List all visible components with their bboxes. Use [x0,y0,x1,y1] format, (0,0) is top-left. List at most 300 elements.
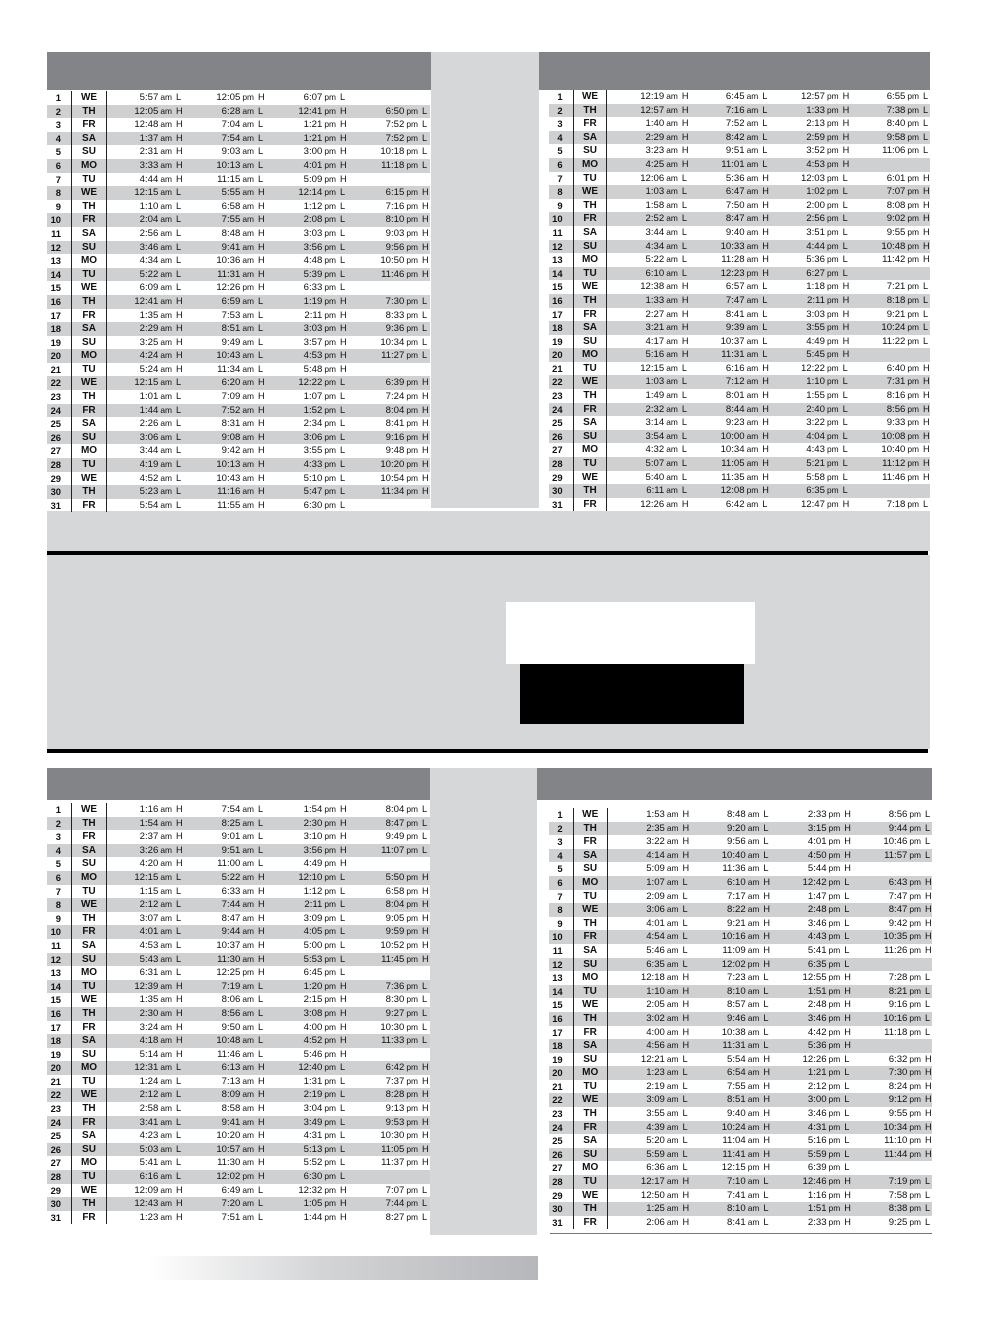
tide-entry [107,485,183,499]
tide-entry [107,376,183,390]
tide-time: 3:46 [807,917,827,929]
tide-type: H [762,362,769,373]
tide-time: 5:22 [221,871,241,883]
tide-entry [770,1175,851,1189]
tide-type: L [422,132,428,143]
am-pm: pm [907,294,920,305]
tide-type: L [258,844,264,855]
am-pm: pm [324,119,336,130]
am-pm: pm [324,323,336,334]
am-pm: pm [907,281,920,292]
am-pm: am [746,471,759,482]
tide-time: 3:06 [139,431,159,443]
weekday: TH [573,822,608,836]
am-pm: am [242,363,254,374]
tide-time: 4:14 [646,849,665,861]
am-pm: am [747,931,760,942]
tide-time: 12:22 [298,377,323,389]
day-number: 28 [50,459,61,471]
tide-time: 5:09 [303,173,323,185]
tide-type: L [763,1203,769,1214]
day-number: 27 [552,1162,563,1174]
tide-type: H [258,1062,265,1073]
am-pm: am [160,336,172,347]
tide-entry [851,1012,932,1026]
tide-entry [690,808,771,822]
tide-type: H [681,104,689,115]
tide-entry [608,998,690,1012]
tide-entry [107,458,183,472]
table-row [549,443,930,457]
tide-time: 7:55 [727,1080,746,1092]
tide-type: H [763,890,770,901]
tide-time: 9:13 [385,1103,405,1115]
tide-type: H [422,486,429,497]
tide-type: H [258,459,265,470]
tide-entry [607,226,688,240]
tide-type: H [422,1075,429,1086]
day-number: 16 [50,295,61,307]
day-number: 17 [552,308,563,320]
am-pm: pm [747,958,760,969]
day-number: 20 [50,1062,61,1074]
tide-type: H [176,1021,183,1032]
table-row [47,1048,430,1062]
tide-time: 3:03 [303,227,323,239]
am-pm: pm [242,1171,254,1182]
weekday: TH [573,104,608,118]
tide-time: 4:34 [139,255,159,267]
am-pm: am [160,1211,172,1222]
tide-type: L [681,485,687,496]
tide-entry [265,322,347,336]
tide-time: 5:44 [807,863,827,875]
tide-time: 2:33 [807,809,827,820]
tide-time: 8:41 [725,308,745,320]
weekday: WE [71,472,107,486]
table-row [549,1121,932,1135]
tide-time: 4:50 [807,849,827,861]
table-row [47,268,430,282]
tide-time: 9:56 [385,241,405,253]
tide-entry [607,498,688,512]
tide-time: 5:07 [645,458,665,470]
tide-time: 12:57 [800,91,825,102]
tide-type: L [842,267,848,278]
tide-entry [183,404,265,418]
tide-type: L [762,294,768,305]
weekday: FR [573,1026,608,1040]
tide-time: 2:59 [806,131,825,143]
table-row [47,254,430,268]
tide-time: 5:58 [806,471,825,483]
tide-time: 9:40 [725,226,745,238]
tide-time: 6:39 [385,377,405,389]
tide-time: 11:31 [721,349,745,361]
tide-time: 1:15 [139,885,159,897]
tide-time: 5:22 [139,268,159,280]
table-row [47,173,430,187]
tide-type: L [340,1116,346,1127]
day-number: 4 [557,849,563,861]
tide-time: 12:15 [134,187,159,199]
tide-entry [607,131,688,145]
tide-type: H [422,227,429,238]
am-pm: am [242,336,254,347]
tide-time: 1:33 [645,294,665,306]
tide-time: 10:43 [216,472,241,484]
tide-entry [183,898,265,912]
am-pm: am [242,804,254,814]
am-pm: pm [828,1121,841,1132]
tide-time: 6:54 [727,1067,746,1079]
day-number: 9 [557,199,563,211]
weekday: FR [71,404,107,418]
tide-type: H [258,486,265,497]
tide-entry [850,226,930,240]
tide-time: 12:47 [800,498,825,510]
am-pm: am [746,131,759,142]
day-number: 13 [552,972,563,984]
tide-entry [690,876,771,890]
am-pm: am [666,1203,679,1214]
tide-type: H [762,199,769,210]
tide-type: H [762,213,769,224]
tide-type: H [422,472,429,483]
tide-time: 11:31 [217,268,241,280]
table-row [549,985,932,999]
tide-time: 9:16 [888,999,908,1011]
am-pm: pm [909,1108,922,1119]
tide-type: L [176,1157,182,1168]
am-pm: am [746,240,759,251]
tide-time: 1:47 [807,890,827,902]
am-pm: am [160,377,172,388]
tide-time: 6:35 [806,485,825,497]
am-pm: am [666,186,678,197]
tide-time: 7:54 [221,804,241,815]
tide-time: 7:47 [888,890,908,902]
am-pm: pm [324,295,336,306]
weekday: FR [71,309,107,323]
tide-entry [608,1093,690,1107]
am-pm: am [666,1067,679,1078]
tide-time: 9:03 [221,146,241,158]
tide-type: L [422,804,428,814]
am-pm: pm [907,172,920,183]
am-pm: am [242,241,254,252]
table-row [549,1012,932,1026]
weekday: SU [71,1048,107,1062]
tide-time: 2:31 [139,146,159,158]
am-pm: pm [826,158,839,169]
tide-entry [107,254,183,268]
tide-type: L [681,376,687,387]
am-pm: pm [826,199,839,210]
tide-entry [107,145,183,159]
tide-entry [851,917,932,931]
tide-type: H [340,1048,347,1059]
tide-time: 1:03 [645,376,665,388]
tide-entry [265,871,347,885]
tide-entry [850,144,930,158]
table-row [549,1148,932,1162]
tide-entry [183,118,265,132]
am-pm: am [747,809,760,819]
tide-type: H [682,972,690,983]
tide-type: L [682,904,688,915]
tide-time: 9:25 [888,1216,908,1228]
tide-entry [690,890,771,904]
table-row [549,416,930,430]
tide-type: H [340,1184,347,1195]
am-pm: am [242,1116,254,1127]
tide-entry [183,444,265,458]
tide-entry [770,1202,851,1216]
table-row [549,1066,932,1080]
am-pm: pm [324,404,336,415]
tide-type: L [923,118,929,129]
middle-band [47,511,930,551]
tide-entry [690,1039,771,1053]
tide-type: L [176,1130,182,1141]
tide-type: L [422,980,428,991]
am-pm: pm [406,1007,418,1018]
tide-time: 11:15 [217,173,241,185]
tide-entry [607,144,688,158]
weekday: FR [71,118,107,132]
am-pm: pm [828,849,841,860]
tide-type: H [682,1189,690,1200]
am-pm: am [160,132,172,143]
tide-time: 7:24 [385,391,405,403]
tide-entry [265,227,347,241]
tide-type: L [762,158,768,169]
tide-time: 3:57 [303,336,323,348]
am-pm: pm [324,1075,336,1086]
tide-entry [769,362,849,376]
am-pm: pm [909,1094,922,1105]
tide-type: H [681,118,689,129]
am-pm: pm [406,309,418,320]
tide-time: 1:02 [806,186,825,198]
am-pm: pm [909,972,922,983]
am-pm: am [746,104,759,115]
tide-type: L [682,917,688,928]
tide-type: H [258,1171,265,1182]
tide-type: H [176,980,183,991]
tide-entry [183,1088,265,1102]
am-pm: am [747,890,760,901]
tide-entry [770,1216,851,1230]
tide-time: 5:46 [646,944,665,956]
weekday: SA [71,844,107,858]
tide-entry [850,199,930,213]
am-pm: pm [826,172,839,183]
tide-entry [769,267,849,281]
tide-time: 11:31 [722,1040,746,1052]
tide-time: 6:45 [725,91,745,102]
tide-type: L [681,172,687,183]
am-pm: am [666,335,678,346]
table-row [47,444,430,458]
tide-time: 12:05 [134,105,159,117]
tide-type: H [925,944,932,955]
day-number: 23 [50,391,61,403]
tide-entry [265,458,347,472]
tide-time: 12:19 [640,91,665,102]
tide-entry [107,857,183,871]
tide-entry [107,844,183,858]
am-pm: pm [909,876,922,887]
am-pm: pm [324,255,336,266]
weekday: FR [573,308,608,322]
tide-entry [107,885,183,899]
tide-entry [769,131,849,145]
tide-entry [183,939,265,953]
tide-type: H [340,1035,347,1046]
am-pm: pm [324,1089,336,1100]
weekday: TH [573,294,608,308]
tide-type: L [925,1189,931,1200]
tide-entry [347,844,429,858]
am-pm: am [242,323,254,334]
tide-entry [850,240,930,254]
tide-type: H [923,254,930,265]
am-pm: am [160,350,172,361]
tide-type: H [842,281,850,292]
legend-black-box [520,664,744,724]
table-row [47,803,430,817]
am-pm: pm [406,214,418,225]
am-pm: am [666,972,679,983]
tide-time: 9:42 [888,917,908,929]
tide-time: 3:03 [303,323,323,335]
tide-type: H [422,1157,429,1168]
tide-type: H [925,1135,932,1146]
tide-entry [608,930,690,944]
am-pm: pm [907,444,920,455]
tide-time: 2:11 [304,309,323,321]
am-pm: pm [324,214,336,225]
tide-time: 1:54 [139,817,159,829]
am-pm: pm [406,1021,418,1032]
tide-type: H [762,376,769,387]
am-pm: am [747,1121,760,1132]
legend-white-box [506,602,755,664]
day-number: 8 [557,904,563,916]
tide-entry [107,1061,183,1075]
am-pm: am [242,858,254,869]
tide-entry [107,159,183,173]
tide-entry [347,118,429,132]
am-pm: am [160,404,172,415]
tide-time: 5:22 [645,254,665,266]
tide-type: L [763,1026,769,1037]
am-pm: am [160,323,172,334]
tide-entry [608,1107,690,1121]
am-pm: pm [826,444,839,455]
tide-entry [183,993,265,1007]
tide-time: 12:10 [298,871,323,883]
tide-entry [107,336,183,350]
am-pm: pm [324,92,336,102]
tide-entry [689,158,769,172]
tide-type: L [176,418,182,429]
tide-time: 1:05 [303,1198,323,1210]
tide-entry [851,1080,932,1094]
tide-time: 8:10 [727,1203,746,1215]
tide-type: L [258,363,264,374]
top-left-header-bar [47,52,431,90]
am-pm: pm [907,498,920,509]
tide-entry [769,471,849,485]
table-row [549,240,930,254]
tide-type: L [176,1075,182,1086]
tide-time: 7:47 [725,294,745,306]
am-pm: pm [324,431,336,442]
am-pm: am [746,226,759,237]
am-pm: am [160,939,172,950]
tide-type: L [258,980,264,991]
day-number: 4 [55,844,61,856]
am-pm: pm [324,363,336,374]
tide-time: 5:16 [807,1135,827,1147]
am-pm: am [160,227,172,238]
tide-time: 1:19 [303,295,323,307]
am-pm: am [666,904,679,915]
tide-table-bottom-right [549,808,932,1229]
tide-time: 2:56 [806,213,825,225]
tide-entry [770,1189,851,1203]
am-pm: am [242,214,254,225]
day-number: 23 [50,1103,61,1115]
tide-entry [107,993,183,1007]
tide-entry [265,1088,347,1102]
am-pm: pm [406,459,418,470]
table-row [549,998,932,1012]
tide-type: L [923,131,929,142]
tide-time: 7:21 [886,281,906,293]
am-pm: pm [406,418,418,429]
weekday: TH [71,1007,107,1021]
tide-time: 10:34 [380,336,405,348]
tide-entry [770,1066,851,1080]
tide-time: 2:48 [807,904,827,916]
weekday: SA [71,417,107,431]
tide-type: H [682,1176,690,1187]
tide-type: L [340,1103,346,1114]
tide-type: L [340,1075,346,1086]
tide-time: 6:36 [646,1162,665,1174]
weekday: WE [71,186,107,200]
am-pm: pm [826,349,839,360]
tide-type: H [925,917,932,928]
weekday: MO [71,1061,107,1075]
tide-type: L [258,1021,264,1032]
tide-type: H [925,876,932,887]
day-number: 18 [552,1040,563,1052]
tide-type: L [763,1216,769,1227]
tide-type: L [422,159,428,170]
weekday: SU [573,430,608,444]
weekday: TU [573,362,608,376]
tide-type: H [258,1130,265,1141]
table-row [549,104,930,118]
tide-type: L [681,430,687,441]
am-pm: am [160,1116,172,1127]
tide-type: L [682,1135,688,1146]
